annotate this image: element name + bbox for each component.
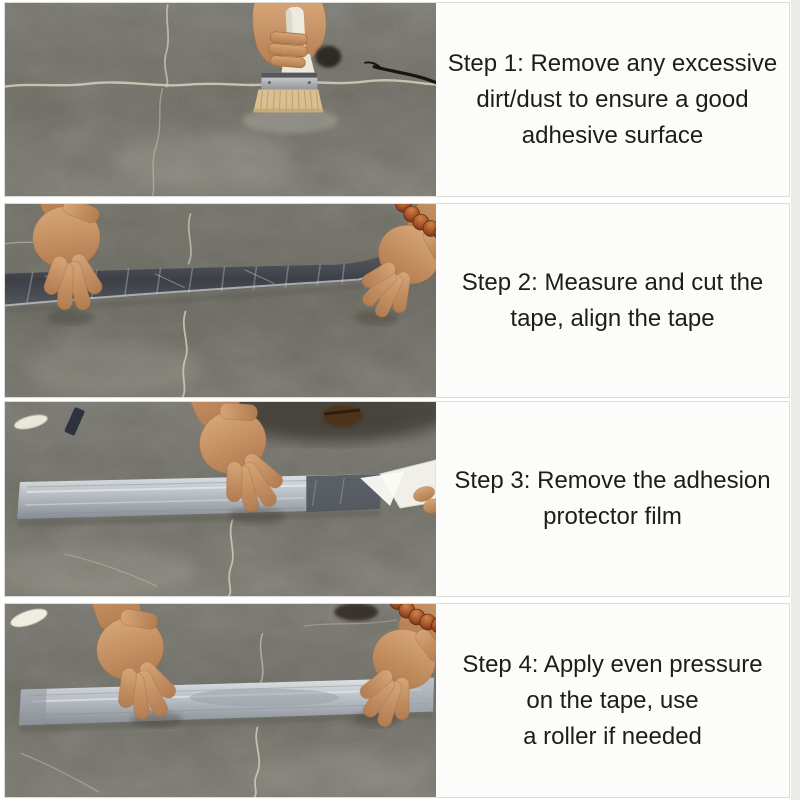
gripping-fingers	[268, 31, 308, 68]
caption-line: Step 1: Remove any excessive	[447, 49, 778, 77]
step-3-photo	[5, 402, 436, 596]
caption-line: adhesive surface	[521, 121, 704, 149]
step-2-card	[4, 203, 790, 398]
step-4-card	[4, 603, 790, 798]
step-2-photo	[5, 204, 436, 397]
brush-bristles	[253, 90, 323, 113]
step-4-photo	[5, 604, 436, 797]
step-1-photo	[5, 3, 436, 196]
caption-line: protector film	[543, 503, 682, 530]
step-1-caption	[436, 3, 789, 196]
step-2-caption	[436, 204, 789, 397]
caption-line: Step 2: Measure and cut the	[461, 268, 764, 296]
caption-line: Step 3: Remove the adhesion	[454, 467, 771, 494]
caption-line: dirt/dust to ensure a good	[476, 85, 749, 113]
step-4-caption	[436, 604, 789, 797]
caption-line: on the tape, use	[526, 686, 699, 714]
caption-line: a roller if needed	[523, 722, 702, 750]
step-3-card	[4, 401, 790, 597]
right-edge-strip	[791, 0, 800, 800]
step-2-illustration	[5, 204, 436, 397]
concrete-surface	[5, 3, 436, 196]
step-1-card	[4, 2, 790, 197]
step-3-caption	[436, 402, 789, 596]
caption-line: Step 4: Apply even pressure	[462, 650, 763, 678]
brush-ferrule	[261, 73, 317, 90]
caption-line: tape, align the tape	[510, 304, 715, 332]
step-3-illustration	[5, 402, 436, 596]
hand-shadow	[47, 309, 95, 325]
hand-shadow	[315, 46, 341, 68]
step-4-illustration	[5, 604, 436, 797]
step-1-illustration	[5, 3, 436, 196]
